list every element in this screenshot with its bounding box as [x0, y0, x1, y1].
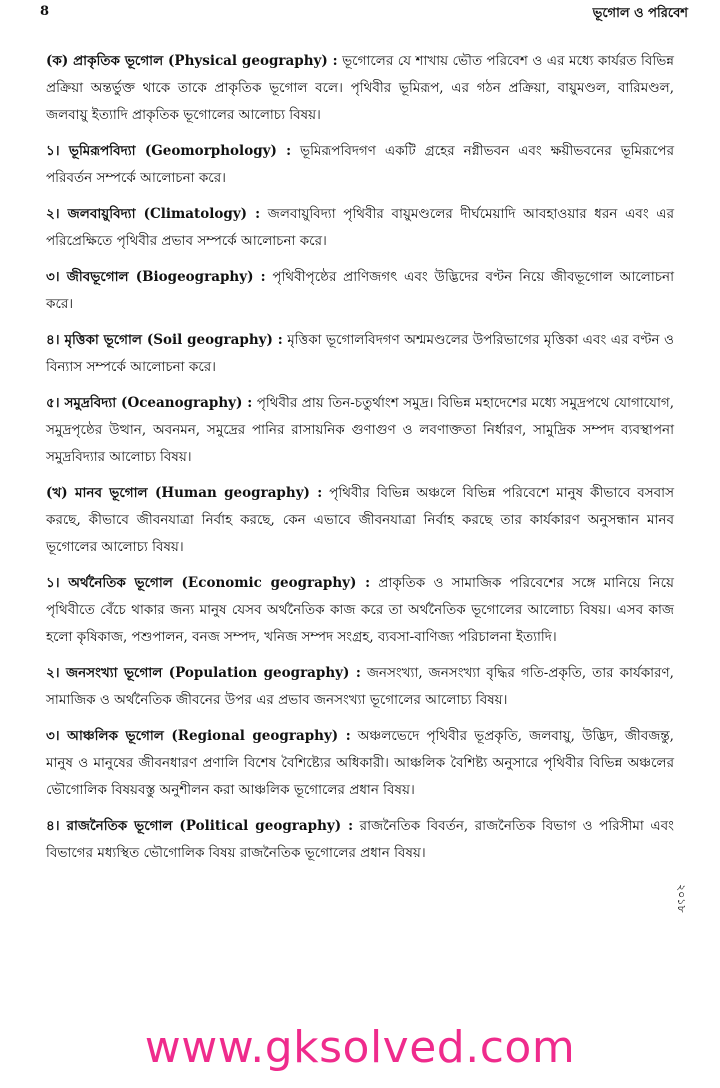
paragraph-economic-geography — [46, 570, 674, 651]
paragraph-biogeography — [46, 264, 674, 318]
paragraph-heading: ২। জলবায়ুবিদ্যা (Climatology) : — [46, 206, 261, 222]
paragraph-political-geography — [46, 813, 674, 867]
paragraph-heading: ৩। আঞ্চলিক ভূগোল (Regional geography) : — [46, 728, 351, 744]
paragraph-heading: ১। ভূমিরূপবিদ্যা (Geomorphology) : — [46, 143, 292, 159]
page-number: 8 — [40, 4, 50, 19]
paragraph-heading: ২। জনসংখ্যা ভূগোল (Population geography) : — [46, 665, 361, 681]
body-text — [46, 48, 674, 876]
paragraph-heading: (ক) প্রাকৃতিক ভূগোল (Physical geography) : — [46, 53, 338, 69]
paragraph-geomorphology — [46, 138, 674, 192]
margin-year-note: ২০১৮ — [675, 884, 688, 913]
running-title: ভূগোল ও পরিবেশ — [592, 6, 688, 21]
paragraph-body: রাজনৈতিক বিবর্তন, রাজনৈতিক বিভাগ ও পরিসীমা এবং বিভাগের মধ্যস্থিত ভৌগোলিক বিষয় রাজনৈতিক ভূগোলের প্রধান বিষয়। — [46, 818, 674, 861]
paragraph-body: প্রাকৃতিক ও সামাজিক পরিবেশের সঙ্গে মানিয়ে নিয়ে পৃথিবীতে বেঁচে থাকার জন্য মানুষ যেসব অর্থনৈতিক কাজ করে তা অর্থনৈতিক ভূগোলের আলোচ্য বিষয়। এসব কাজ হলো কৃষিকাজ, পশুপালন, বনজ সম্পদ, খনিজ সম্পদ সংগ্রহ, ব্যবসা-বাণিজ্য পরিচালনা ইত্যাদি। — [46, 575, 674, 645]
paragraph-heading: (খ) মানব ভূগোল (Human geography) : — [46, 485, 323, 501]
paragraph-physical-geography — [46, 48, 674, 129]
paragraph-heading: ৪। মৃত্তিকা ভূগোল (Soil geography) : — [46, 332, 283, 348]
paragraph-body: ভূমিরূপবিদগণ একটি গ্রহের নগ্নীভবন এবং ক্ষয়ীভবনের ভূমিরূপের পরিবর্তন সম্পর্কে আলোচনা করে। — [46, 143, 675, 186]
paragraph-soil-geography — [46, 327, 674, 381]
paragraph-regional-geography — [46, 723, 674, 804]
paragraph-body: পৃথিবীর প্রায় তিন-চতুর্থাংশ সমুদ্র। বিভিন্ন মহাদেশের মধ্যে সমুদ্রপথে যোগাযোগ, সমুদ্রপৃষ্ঠের উত্থান, অবনমন, সমুদ্রের পানির রাসায়নিক গুণাগুণ ও লবণাক্ততা নির্ধারণ, সামুদ্রিক সম্পদ ব্যবস্থাপনা সমুদ্রবিদ্যার আলোচ্য বিষয়। — [46, 395, 674, 465]
paragraph-body: অঞ্চলভেদে পৃথিবীর ভূপ্রকৃতি, জলবায়ু, উদ্ভিদ, জীবজন্তু, মানুষ ও মানুষের জীবনধারণ প্রণালি বিশেষ বৈশিষ্ট্যের অধিকারী। আঞ্চলিক বৈশিষ্ট্য অনুসারে পৃথিবীর বিভিন্ন অঞ্চলের ভৌগোলিক বিষয়বস্তু অনুশীলন করা আঞ্চলিক ভূগোলের প্রধান বিষয়। — [46, 728, 674, 798]
paragraph-oceanography — [46, 390, 674, 471]
paragraph-body: পৃথিবীর বিভিন্ন অঞ্চলে বিভিন্ন পরিবেশে মানুষ কীভাবে বসবাস করছে, কীভাবে জীবনযাত্রা নির্বাহ করছে, কেন এভাবে জীবনযাত্রা নির্বাহ করছে তার কার্যকারণ অনুসন্ধান মানব ভূগোলের আলোচ্য বিষয়। — [46, 485, 674, 555]
paragraph-climatology — [46, 201, 674, 255]
paragraph-body: জনসংখ্যা, জনসংখ্যা বৃদ্ধির গতি-প্রকৃতি, তার কার্যকারণ, সামাজিক ও অর্থনৈতিক জীবনের উপর এর প্রভাব জনসংখ্যা ভূগোলের আলোচ্য বিষয়। — [46, 665, 674, 708]
paragraph-population-geography — [46, 660, 674, 714]
paragraph-body: ভূগোলের যে শাখায় ভৌত পরিবেশ ও এর মধ্যে কার্যরত বিভিন্ন প্রক্রিয়া অন্তর্ভুক্ত থাকে তাকে প্রাকৃতিক ভূগোল বলে। পৃথিবীর ভূমিরূপ, এর গঠন প্রক্রিয়া, বায়ুমণ্ডল, বারিমণ্ডল, জলবায়ু ইত্যাদি প্রাকৃতিক ভূগোলের আলোচ্য বিষয়। — [46, 53, 674, 123]
paragraph-heading: ১। অর্থনৈতিক ভূগোল (Economic geography) : — [46, 575, 371, 591]
paragraph-heading: ৪। রাজনৈতিক ভূগোল (Political geography) : — [46, 818, 354, 834]
paragraph-body: পৃথিবীপৃষ্ঠের প্রাণিজগৎ এবং উদ্ভিদের বণ্টন নিয়ে জীবভূগোল আলোচনা করে। — [46, 269, 674, 312]
paragraph-body: মৃত্তিকা ভূগোলবিদগণ অশ্মমণ্ডলের উপরিভাগের মৃত্তিকা এবং এর বণ্টন ও বিন্যাস সম্পর্কে আলোচনা করে। — [46, 332, 674, 375]
paragraph-heading: ৫। সমুদ্রবিদ্যা (Oceanography) : — [46, 395, 253, 411]
paragraph-human-geography — [46, 480, 674, 561]
page-header — [40, 4, 688, 24]
website-watermark: www.gksolved.com — [144, 1022, 576, 1073]
paragraph-heading: ৩। জীবভূগোল (Biogeography) : — [46, 269, 266, 285]
paragraph-body: জলবায়ুবিদ্যা পৃথিবীর বায়ুমণ্ডলের দীর্ঘমেয়াদি আবহাওয়ার ধরন এবং এর পরিপ্রেক্ষিতে পৃথিবীর প্রভাব সম্পর্কে আলোচনা করে। — [46, 206, 674, 249]
